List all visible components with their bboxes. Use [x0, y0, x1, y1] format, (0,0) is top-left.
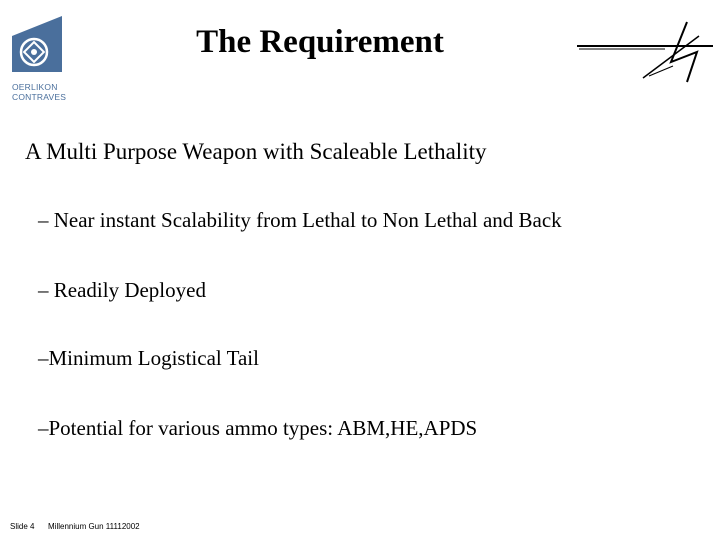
sub-point-4: –Potential for various ammo types: ABM,HE,APDS [38, 416, 478, 440]
main-point: A Multi Purpose Weapon with Scaleable Lethality [25, 139, 487, 164]
lockheed-martin-logo [575, 16, 715, 91]
sub-point-1: – Near instant Scalability from Lethal to Non Lethal and Back [38, 208, 562, 232]
sub-point-2: – Readily Deployed [38, 278, 206, 302]
star-logo-icon [575, 16, 715, 86]
logo-line-1: OERLIKON [12, 82, 58, 92]
logo-line-2: CONTRAVES [12, 92, 67, 102]
page-title: The Requirement [196, 24, 444, 60]
sub-point-3: –Minimum Logistical Tail [38, 346, 259, 370]
footer-caption: Millennium Gun 11112002 [48, 522, 140, 531]
slide-number: Slide 4 [10, 522, 35, 531]
logo-text [12, 82, 66, 102]
